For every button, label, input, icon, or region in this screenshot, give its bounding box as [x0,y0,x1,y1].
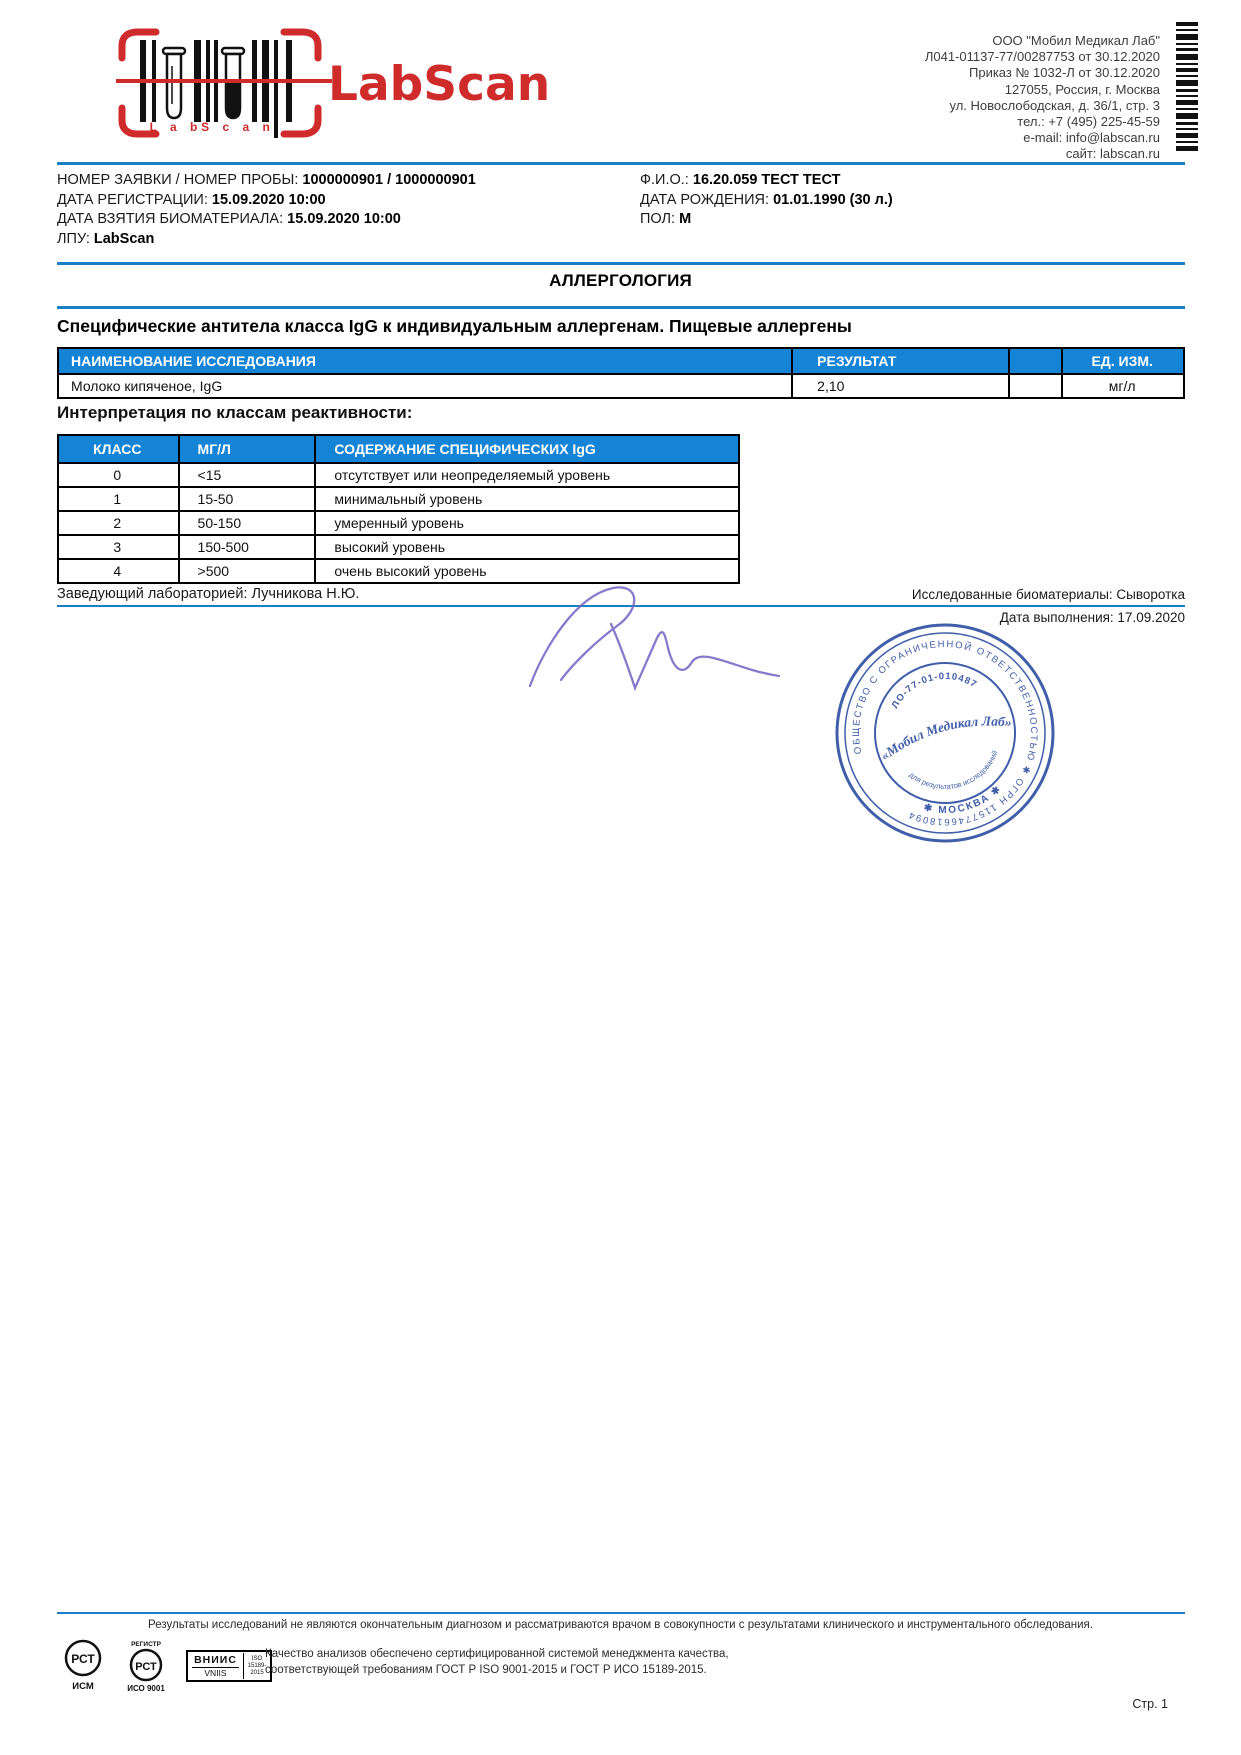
cell-level: высокий уровень [315,535,739,559]
cell-range: 150-500 [179,535,316,559]
company-info-block [740,33,1160,163]
quality-line: Качество анализов обеспечено сертифицированной системой менеджмента качества, [265,1648,729,1660]
cell-level: минимальный уровень [315,487,739,511]
results-table [57,347,1185,399]
info-label: ЛПУ: [57,230,90,247]
interp-row [58,487,739,511]
info-row [57,171,476,191]
company-stamp [828,616,1062,850]
badge-sub-text: ИСМ [72,1681,94,1692]
labscan-logo-icon [116,24,586,142]
execution-date-line: Дата выполнения: 17.09.2020 [999,610,1185,625]
interpretation-table [57,434,740,584]
rst-iso9001-badge-icon [120,1638,172,1694]
patient-info-left [57,171,476,249]
info-label: ДАТА ВЗЯТИЯ БИОМАТЕРИАЛА: [57,211,284,227]
company-line: e-mail: info@labscan.ru [1023,130,1160,146]
cell-test-name: Молоко кипяченое, IgG [58,374,792,398]
logo-caption-right: S c a n [201,120,275,134]
quality-statement [265,1646,729,1678]
col-header-name: НАИМЕНОВАНИЕ ИССЛЕДОВАНИЯ [58,348,792,374]
info-value: LabScan [93,230,155,247]
quality-line: соответствующей требованиям ГОСТ Р ISO 9001-2015 и ГОСТ Р ИСО 15189-2015. [265,1664,707,1676]
info-row [640,210,893,230]
info-value: 1000000901 / 1000000901 [302,172,476,188]
interp-row [58,535,739,559]
stamp-center-name: «Мобил Медикал Лаб» [877,713,1013,764]
info-value: 16.20.059 ТЕСТ ТЕСТ [692,172,841,188]
results-row [58,374,1184,398]
info-label: Ф.И.О.: [640,172,689,188]
cell-range: >500 [179,559,316,583]
iso-number: 15189-2015 [247,1662,267,1676]
cell-class: 0 [58,463,179,487]
info-label: ДАТА РЕГИСТРАЦИИ: [57,191,208,208]
col-header-flag [1009,348,1062,374]
company-line: ул. Новослободская, д. 36/1, стр. 3 [949,97,1160,113]
cell-range: 15-50 [179,487,316,511]
cell-flag [1009,374,1062,398]
labscan-logo [116,24,586,142]
cell-range: <15 [179,463,316,487]
cell-class: 4 [58,559,179,583]
stamp-purpose-text: для результатов исследований [907,749,1000,792]
interp-header-row [58,435,739,463]
col-header-mgl: МГ/Л [179,435,316,463]
biomaterials-line: Исследованные биоматериалы: Сыворотка [911,587,1185,602]
interpretation-title: Интерпретация по классам реактивности: [57,403,413,422]
vniis-en-text: VNIIS [192,1667,239,1678]
vertical-barcode-icon [1176,22,1198,152]
logo-brand-text: LabScan [328,57,551,112]
cell-range: 50-150 [179,511,316,535]
company-line: тел.: +7 (495) 225-45-59 [1017,114,1160,130]
company-line: Л041-01137-77/00287753 от 30.12.2020 [924,49,1160,65]
page-number: Стр. 1 [1132,1697,1168,1711]
info-value: 01.01.1990 (30 л.) [773,191,893,208]
certification-badges [60,1638,272,1694]
cell-level: очень высокий уровень [315,559,739,583]
iso-label: ISO [251,1655,263,1662]
badge-main-text: РСТ [71,1652,95,1666]
info-label: ДАТА РОЖДЕНИЯ: [640,191,770,208]
info-row [57,210,476,230]
divider-line [57,1612,1185,1614]
cell-class: 2 [58,511,179,535]
department-title: АЛЛЕРГОЛОГИЯ [549,271,692,290]
stamp-ring-text: ОБЩЕСТВО С ОГРАНИЧЕННОЙ ОТВЕТСТВЕННОСТЬЮ ✱ ОГРН 1157746618094 [850,638,1040,828]
stamp-city-text: ✱ МОСКВА ✱ [922,783,1005,817]
col-header-content: СОДЕРЖАНИЕ СПЕЦИФИЧЕСКИХ IgG [315,435,739,463]
logo-caption-left: L a b [149,120,203,134]
cell-level: умеренный уровень [315,511,739,535]
cell-unit: мг/л [1062,374,1184,398]
company-line: сайт: labscan.ru [1065,146,1160,162]
divider-line [57,262,1185,265]
vniis-ru-text: ВНИИС [194,1654,237,1666]
patient-info-right [640,171,893,230]
info-value: 15.09.2020 10:00 [287,211,401,227]
interp-row [58,463,739,487]
rst-ism-badge-icon [60,1638,106,1694]
results-header-row [58,348,1184,374]
info-row [640,171,893,191]
company-line: ООО "Мобил Медикал Лаб" [992,33,1160,48]
info-row [57,191,476,211]
interp-row [58,511,739,535]
footer-disclaimer: Результаты исследований не являются окончательным диагнозом и рассматриваются врачом в совокупности с результатами клинического и инструментального обследования. [148,1619,1093,1631]
signature [505,578,805,708]
head-of-lab-line: Заведующий лабораторией: Лучникова Н.Ю. [57,586,360,602]
cell-result-value: 2,10 [792,374,1009,398]
info-label: ПОЛ: [640,211,676,227]
info-row [57,230,476,250]
badge-main-text: РСТ [135,1661,157,1673]
section-title: Специфические антитела класса IgG к индивидуальным аллергенам. Пищевые аллергены [57,316,852,336]
divider-line [57,306,1185,309]
cell-class: 3 [58,535,179,559]
info-value: М [679,211,692,227]
info-label: НОМЕР ЗАЯВКИ / НОМЕР ПРОБЫ: [57,172,299,188]
company-line: 127055, Россия, г. Москва [1004,81,1160,97]
badge-sub-text: ИСО 9001 [127,1684,165,1693]
badge-top-text: РЕГИСТР [131,1641,161,1648]
col-header-result: РЕЗУЛЬТАТ [792,348,1009,374]
vniis-badge-left [188,1653,244,1679]
cell-class: 1 [58,487,179,511]
info-row [640,191,893,211]
col-header-unit: ЕД. ИЗМ. [1062,348,1184,374]
col-header-class: КЛАСС [58,435,179,463]
cell-level: отсутствует или неопределяемый уровень [315,463,739,487]
info-value: 15.09.2020 10:00 [211,191,326,208]
vniis-badge [186,1650,272,1682]
stamp-license-text: ЛО-77-01-010487 [889,670,979,711]
company-line: Приказ № 1032-Л от 30.12.2020 [969,65,1160,81]
divider-line [57,162,1185,165]
